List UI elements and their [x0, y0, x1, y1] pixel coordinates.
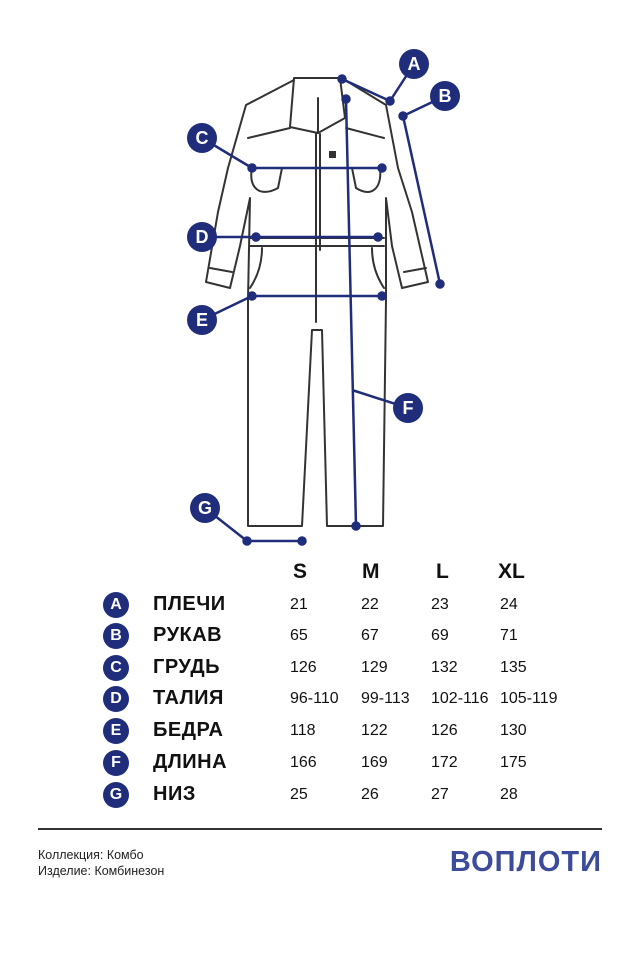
row-badge: B: [103, 623, 129, 649]
row-badge: C: [103, 655, 129, 681]
size-header-l: L: [436, 560, 449, 583]
size-header-s: S: [293, 560, 308, 583]
value-xl: 105-119: [500, 690, 558, 707]
row-label: ДЛИНА: [153, 751, 228, 773]
table-row: [0, 716, 640, 746]
marker-e: [187, 305, 217, 335]
value-m: 99-113: [361, 690, 410, 707]
value-s: 126: [290, 659, 317, 676]
row-label: ПЛЕЧИ: [153, 593, 226, 615]
value-l: 102-116: [431, 690, 489, 707]
size-header-m: M: [362, 560, 380, 583]
value-l: 27: [431, 786, 449, 803]
row-label: ГРУДЬ: [153, 656, 220, 678]
value-s: 25: [290, 786, 308, 803]
value-m: 26: [361, 786, 379, 803]
value-m: 129: [361, 659, 388, 676]
measurement-lines: [202, 64, 445, 545]
size-header-xl: XL: [498, 560, 525, 583]
value-m: 22: [361, 596, 379, 613]
value-xl: 135: [500, 659, 527, 676]
value-s: 65: [290, 627, 308, 644]
row-label: БЕДРА: [153, 719, 224, 741]
table-row: [0, 748, 640, 778]
row-badge: G: [103, 782, 129, 808]
table-row: [0, 621, 640, 651]
marker-b: [430, 81, 460, 111]
table-row: [0, 653, 640, 683]
table-row: [0, 684, 640, 714]
chest-badge-icon: [329, 151, 336, 158]
marker-f: [393, 393, 423, 423]
value-s: 118: [290, 722, 316, 739]
value-l: 69: [431, 627, 449, 644]
value-xl: 175: [500, 754, 527, 771]
marker-g: [190, 493, 220, 523]
value-l: 132: [431, 659, 458, 676]
value-l: 23: [431, 596, 449, 613]
row-badge: D: [103, 686, 129, 712]
svg-text:G: G: [197, 498, 213, 518]
row-badge: E: [103, 718, 129, 744]
value-s: 166: [290, 754, 317, 771]
row-label: РУКАВ: [153, 624, 223, 646]
footer-divider: [38, 828, 602, 830]
value-xl: 24: [500, 596, 518, 613]
svg-text:C: C: [195, 128, 209, 148]
svg-text:E: E: [195, 310, 209, 330]
svg-text:D: D: [195, 227, 209, 247]
value-l: 126: [431, 722, 458, 739]
marker-c: [187, 123, 217, 153]
value-xl: 28: [500, 786, 518, 803]
table-row: [0, 780, 640, 810]
value-m: 122: [361, 722, 388, 739]
marker-d: [187, 222, 217, 252]
row-badge: F: [103, 750, 129, 776]
svg-text:A: A: [407, 54, 421, 74]
marker-a: [399, 49, 429, 79]
value-s: 21: [290, 596, 308, 613]
row-badge: A: [103, 592, 129, 618]
collection-label: Коллекция: Комбо: [38, 848, 144, 862]
table-row: [0, 590, 640, 620]
value-m: 67: [361, 627, 379, 644]
value-s: 96-110: [290, 690, 339, 707]
value-xl: 130: [500, 722, 527, 739]
value-xl: 71: [500, 627, 518, 644]
diagram-markers: [187, 49, 460, 523]
item-label: Изделие: Комбинезон: [38, 864, 165, 878]
svg-text:B: B: [438, 86, 452, 106]
value-l: 172: [431, 754, 458, 771]
value-m: 169: [361, 754, 388, 771]
svg-text:F: F: [402, 398, 414, 418]
row-label: ТАЛИЯ: [153, 687, 224, 709]
row-label: НИЗ: [153, 783, 196, 805]
brand-logo: ВОПЛОТИ: [449, 846, 602, 878]
